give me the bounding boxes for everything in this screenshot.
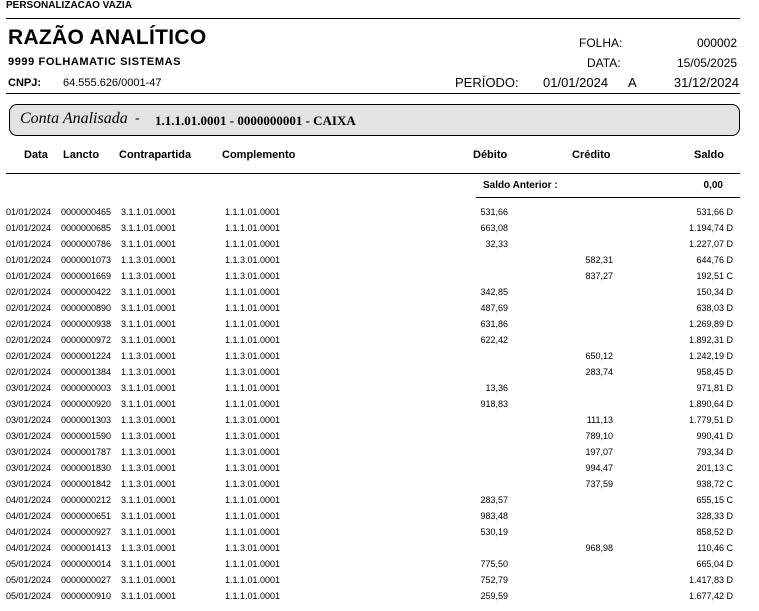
entry-complemento: 1.1.3.01.0001 [225,463,281,473]
table-row [0,205,759,221]
entry-saldo: 1.269,89 D [688,319,733,329]
entry-complemento: 1.1.3.01.0001 [225,543,281,553]
table-row [0,573,759,589]
entry-saldo: 1.227,07 D [688,239,733,249]
entry-debito: 259,59 [480,591,508,601]
table-row [0,397,759,413]
entry-contrapartida: 3.1.1.01.0001 [121,287,177,297]
entry-saldo: 1.892,31 D [688,335,733,345]
entry-credito: 283,74 [585,367,613,377]
entry-date: 02/01/2024 [6,335,52,345]
entry-debito: 983,48 [480,511,508,521]
entry-contrapartida: 1.1.3.01.0001 [121,255,177,265]
entry-date: 04/01/2024 [6,511,52,521]
entry-complemento: 1.1.1.01.0001 [225,239,281,249]
entry-credito: 837,27 [585,271,613,281]
entry-credito: 968,98 [585,543,613,553]
entry-contrapartida: 1.1.3.01.0001 [121,351,177,361]
entry-saldo: 1.242,19 D [688,351,733,361]
entry-saldo: 1.677,42 D [688,591,733,601]
entry-complemento: 1.1.3.01.0001 [225,415,281,425]
entry-complemento: 1.1.1.01.0001 [225,383,281,393]
data-label: DATA: [587,56,621,70]
entry-date: 02/01/2024 [6,351,52,361]
entry-debito: 531,66 [480,207,508,217]
entry-lancto: 0000001842 [61,479,112,489]
entry-contrapartida: 1.1.3.01.0001 [121,367,177,377]
entry-contrapartida: 3.1.1.01.0001 [121,575,177,585]
entry-contrapartida: 3.1.1.01.0001 [121,319,177,329]
table-row [0,429,759,445]
entry-date: 05/01/2024 [6,575,52,585]
entry-lancto: 0000000465 [61,207,112,217]
entry-saldo: 958,45 D [696,367,733,377]
entry-saldo: 665,04 D [696,559,733,569]
entry-lancto: 0000001224 [61,351,112,361]
entry-contrapartida: 3.1.1.01.0001 [121,495,177,505]
data-value: 15/05/2025 [676,56,737,70]
table-row [0,317,759,333]
entry-contrapartida: 1.1.3.01.0001 [121,415,177,425]
entry-saldo: 201,13 C [696,463,733,473]
entry-saldo: 990,41 D [696,431,733,441]
entry-contrapartida: 3.1.1.01.0001 [121,223,177,233]
entry-lancto: 0000001073 [61,255,112,265]
table-row [0,381,759,397]
entry-date: 03/01/2024 [6,431,52,441]
entry-contrapartida: 1.1.3.01.0001 [121,479,177,489]
entry-complemento: 1.1.3.01.0001 [225,447,281,457]
entry-date: 04/01/2024 [6,527,52,537]
table-row [0,349,759,365]
entry-date: 03/01/2024 [6,383,52,393]
saldo-anterior-value: 0,00 [703,180,723,191]
table-row [0,333,759,349]
entry-date: 01/01/2024 [6,271,52,281]
entry-saldo: 150,34 D [696,287,733,297]
col-header-saldo: Saldo [694,149,724,161]
entry-credito: 197,07 [585,447,613,457]
col-header-lancto: Lancto [63,149,100,161]
entry-complemento: 1.1.1.01.0001 [225,511,281,521]
table-row [0,541,759,557]
periodo-separator: A [628,75,637,90]
entry-complemento: 1.1.1.01.0001 [225,527,281,537]
table-row [0,285,759,301]
saldo-anterior-divider [476,197,740,198]
entry-saldo: 644,76 D [696,255,733,265]
entry-contrapartida: 3.1.1.01.0001 [121,559,177,569]
entry-complemento: 1.1.1.01.0001 [225,287,281,297]
entry-complemento: 1.1.1.01.0001 [225,319,281,329]
entry-date: 04/01/2024 [6,543,52,553]
entry-complemento: 1.1.1.01.0001 [225,207,281,217]
entry-saldo: 110,46 C [697,543,733,553]
entry-complemento: 1.1.1.01.0001 [225,303,281,313]
entry-saldo: 793,34 D [696,447,733,457]
entry-date: 03/01/2024 [6,447,52,457]
entry-contrapartida: 1.1.3.01.0001 [121,431,177,441]
entry-complemento: 1.1.3.01.0001 [225,255,281,265]
conta-analisada-value: 1.1.1.01.0001 - 0000000001 - CAIXA [155,113,356,128]
entry-date: 01/01/2024 [6,239,52,249]
entry-lancto: 0000000014 [61,559,112,569]
entry-lancto: 0000000003 [61,383,112,393]
conta-analisada-label: Conta Analisada [20,110,128,127]
company-name: 9999 FOLHAMATIC SISTEMAS [8,56,182,68]
table-row [0,269,759,285]
table-row [0,589,759,605]
entry-lancto: 0000000972 [61,335,112,345]
table-row [0,237,759,253]
entry-date: 02/01/2024 [6,319,52,329]
entry-complemento: 1.1.1.01.0001 [225,575,281,585]
entry-complemento: 1.1.1.01.0001 [225,399,281,409]
entry-saldo: 1.779,51 D [688,415,733,425]
entry-complemento: 1.1.3.01.0001 [225,479,281,489]
entry-lancto: 0000000927 [61,527,112,537]
col-header-credito: Crédito [572,149,611,161]
entry-complemento: 1.1.3.01.0001 [225,271,281,281]
entry-debito: 283,57 [480,495,508,505]
entry-saldo: 1.194,74 D [688,223,733,233]
entry-date: 04/01/2024 [6,495,52,505]
entry-lancto: 0000001384 [61,367,112,377]
entry-debito: 918,83 [480,399,508,409]
cnpj-label: CNPJ: [8,77,42,89]
entry-date: 05/01/2024 [6,559,52,569]
header-divider [6,93,740,94]
entry-saldo: 655,15 C [696,495,733,505]
entry-lancto: 0000000685 [61,223,112,233]
periodo-fim: 31/12/2024 [673,75,739,90]
table-row [0,253,759,269]
entry-debito: 752,79 [480,575,508,585]
entry-contrapartida: 3.1.1.01.0001 [121,335,177,345]
entry-date: 01/01/2024 [6,255,52,265]
entry-lancto: 0000000938 [61,319,112,329]
entry-date: 02/01/2024 [6,287,52,297]
entry-debito: 32,33 [485,239,508,249]
table-row [0,509,759,525]
table-row [0,221,759,237]
entry-complemento: 1.1.1.01.0001 [225,495,281,505]
entry-credito: 789,10 [585,431,613,441]
entry-contrapartida: 3.1.1.01.0001 [121,399,177,409]
entry-saldo: 328,33 D [696,511,733,521]
entry-contrapartida: 3.1.1.01.0001 [121,591,177,601]
entry-lancto: 0000001787 [61,447,112,457]
table-row [0,365,759,381]
entry-contrapartida: 1.1.3.01.0001 [121,543,177,553]
entry-credito: 582,31 [585,255,613,265]
saldo-anterior-label: Saldo Anterior : [483,180,558,191]
entry-contrapartida: 3.1.1.01.0001 [121,239,177,249]
entry-saldo: 858,52 D [696,527,733,537]
entry-contrapartida: 3.1.1.01.0001 [121,527,177,537]
entry-date: 02/01/2024 [6,303,52,313]
entry-lancto: 0000001590 [61,431,112,441]
conta-separator: - [135,111,140,126]
entry-date: 03/01/2024 [6,415,52,425]
table-row [0,557,759,573]
table-row [0,301,759,317]
entry-complemento: 1.1.3.01.0001 [225,431,281,441]
ledger-rows [0,205,759,605]
entry-lancto: 0000001669 [61,271,112,281]
table-row [0,477,759,493]
col-header-debito: Débito [473,149,508,161]
entry-credito: 111,13 [586,415,613,425]
folha-value: 000002 [696,36,737,50]
entry-debito: 487,69 [480,303,508,313]
entry-complemento: 1.1.1.01.0001 [225,223,281,233]
table-row [0,445,759,461]
report-title: RAZÃO ANALÍTICO [8,26,207,49]
entry-credito: 994,47 [585,463,613,473]
entry-lancto: 0000000786 [61,239,112,249]
entry-date: 03/01/2024 [6,479,52,489]
entry-contrapartida: 3.1.1.01.0001 [121,207,177,217]
entry-date: 03/01/2024 [6,399,52,409]
entry-saldo: 192,51 C [696,271,733,281]
col-header-data: Data [24,149,48,161]
table-row [0,461,759,477]
entry-contrapartida: 3.1.1.01.0001 [121,383,177,393]
entry-date: 03/01/2024 [6,463,52,473]
entry-lancto: 0000000651 [61,511,112,521]
entry-lancto: 0000001830 [61,463,112,473]
table-row [0,525,759,541]
entry-contrapartida: 3.1.1.01.0001 [121,511,177,521]
entry-lancto: 0000000212 [61,495,112,505]
entry-complemento: 1.1.1.01.0001 [225,591,281,601]
entry-lancto: 0000000920 [61,399,112,409]
entry-credito: 650,12 [585,351,613,361]
entry-date: 01/01/2024 [6,207,52,217]
entry-contrapartida: 1.1.3.01.0001 [121,447,177,457]
entry-complemento: 1.1.3.01.0001 [225,367,281,377]
entry-contrapartida: 1.1.3.01.0001 [121,271,177,281]
entry-saldo: 638,03 D [696,303,733,313]
entry-lancto: 0000000422 [61,287,112,297]
entry-debito: 663,08 [480,223,508,233]
entry-debito: 622,42 [480,335,508,345]
entry-debito: 530,19 [480,527,508,537]
col-header-contrapartida: Contrapartida [119,149,192,161]
entry-debito: 342,85 [480,287,508,297]
entry-complemento: 1.1.3.01.0001 [225,351,281,361]
entry-saldo: 1.890,64 D [688,399,733,409]
periodo-label: PERÍODO: [455,75,519,90]
columns-divider [6,173,740,174]
col-header-complemento: Complemento [222,149,296,161]
entry-complemento: 1.1.1.01.0001 [225,559,281,569]
entry-saldo: 971,81 D [696,383,733,393]
entry-date: 05/01/2024 [6,591,52,601]
entry-saldo: 531,66 D [696,207,733,217]
entry-lancto: 0000001413 [61,543,112,553]
personalizacao-label: PERSONALIZACAO VAZIA [6,0,132,11]
entry-debito: 13,36 [485,383,508,393]
entry-contrapartida: 1.1.3.01.0001 [121,463,177,473]
entry-debito: 631,86 [480,319,508,329]
entry-lancto: 0000000027 [61,575,112,585]
entry-lancto: 0000000890 [61,303,112,313]
entry-date: 01/01/2024 [6,223,52,233]
entry-complemento: 1.1.1.01.0001 [225,335,281,345]
entry-saldo: 938,72 C [696,479,733,489]
entry-contrapartida: 3.1.1.01.0001 [121,303,177,313]
folha-label: FOLHA: [579,36,623,50]
table-row [0,493,759,509]
entry-lancto: 0000000910 [61,591,112,601]
periodo-inicio: 01/01/2024 [543,75,609,90]
entry-saldo: 1.417,83 D [688,575,733,585]
entry-date: 02/01/2024 [6,367,52,377]
entry-credito: 737,59 [585,479,613,489]
entry-debito: 775,50 [480,559,508,569]
table-row [0,413,759,429]
entry-lancto: 0000001303 [61,415,112,425]
top-divider [6,18,740,19]
cnpj-value: 64.555.626/0001-47 [63,77,162,89]
